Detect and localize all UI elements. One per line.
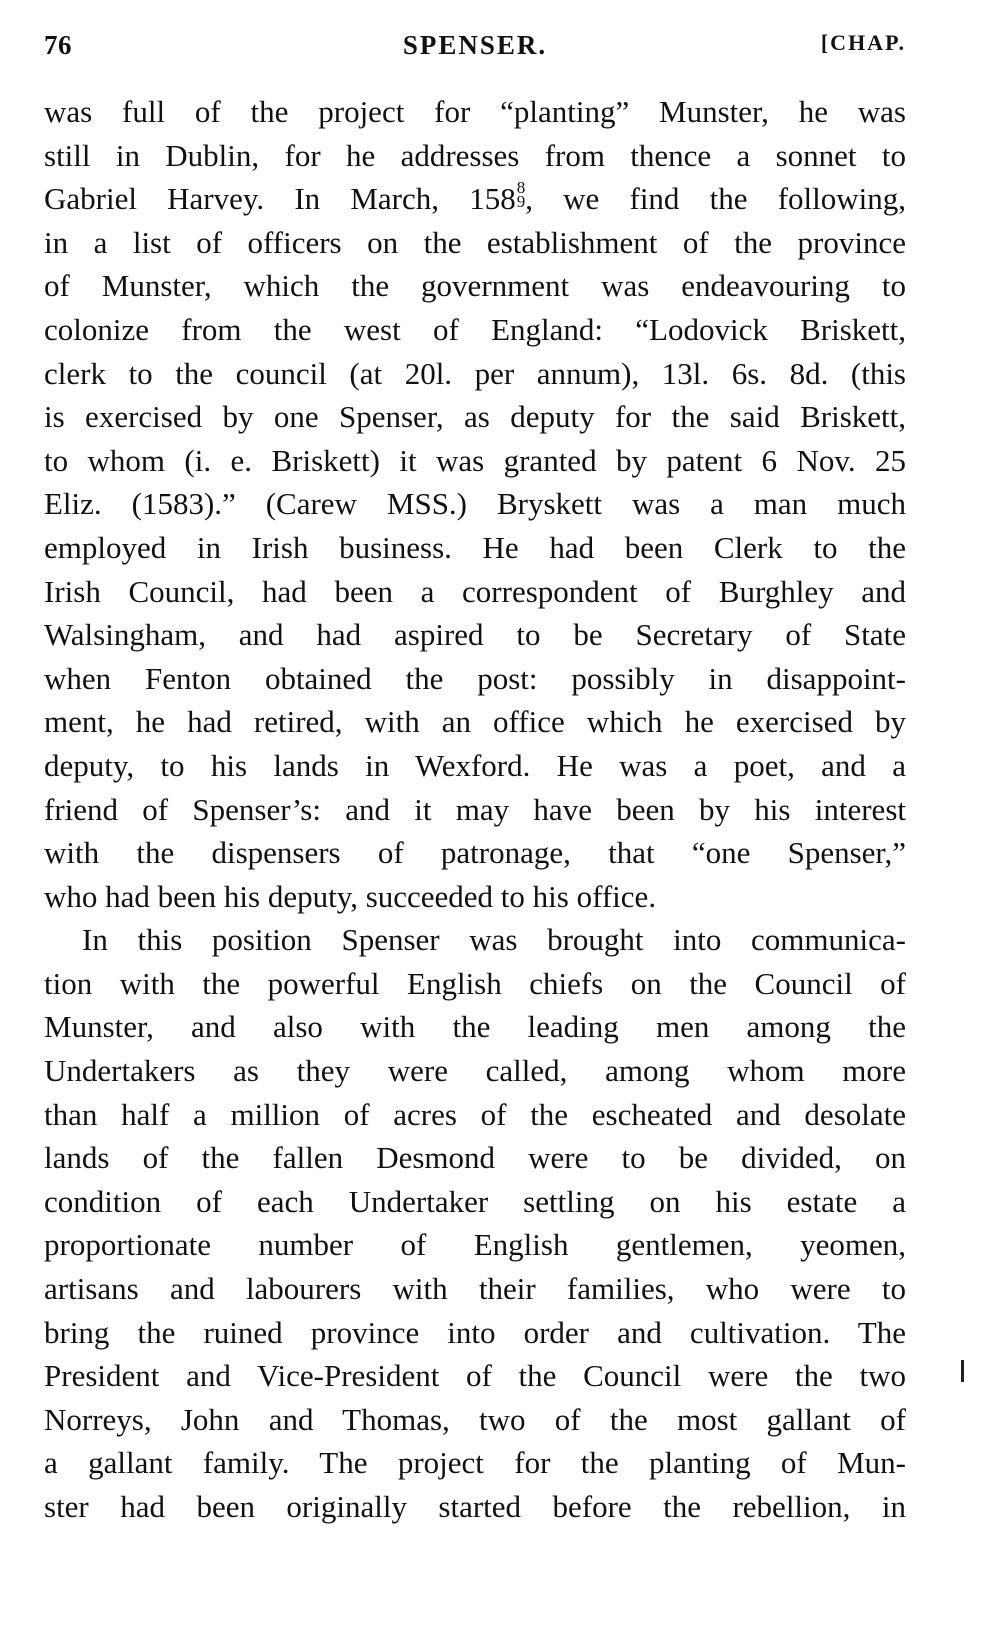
text-line-with-fraction: [44, 177, 906, 221]
text-line: President and Vice-President of the Council were the two: [44, 1358, 906, 1394]
text-line: Norreys, John and Thomas, two of the most gallant of: [44, 1401, 906, 1437]
text-line: when Fenton obtained the post: possibly in disappoint-: [44, 660, 906, 696]
text-line: Munster, and also with the leading men among the: [44, 1009, 906, 1045]
text-line: Eliz. (1583).” (Carew MSS.) Bryskett was a man much: [44, 486, 906, 522]
text-fragment: , we find the following,: [525, 181, 906, 217]
text-line: of Munster, which the government was endeavouring to: [44, 268, 906, 304]
text-line: ster had been originally started before the rebellion, in: [44, 1489, 906, 1524]
text-line: tion with the powerful English chiefs on the Council of: [44, 965, 906, 1001]
text-line: lands of the fallen Desmond were to be divided, on: [44, 1140, 906, 1176]
running-head: [44, 18, 906, 72]
text-line: who had been his deputy, succeeded to his office.: [44, 878, 657, 914]
chapter-mark: [CHAP.: [820, 30, 906, 55]
body-text: [44, 90, 906, 1529]
text-line: Irish Council, had been a correspondent of Burghley and: [44, 573, 906, 609]
text-line: to whom (i. e. Briskett) it was granted by patent 6 Nov. 25: [44, 442, 906, 478]
book-page: [44, 18, 906, 1529]
page-number: 76: [44, 30, 72, 60]
text-line: in a list of officers on the establishment of the province: [44, 224, 906, 260]
text-line: Undertakers as they were called, among whom more: [44, 1053, 906, 1089]
text-line: deputy, to his lands in Wexford. He was a poet, and a: [44, 747, 906, 783]
text-line: was full of the project for “planting” Munster, he was: [44, 94, 906, 129]
margin-mark: [961, 1360, 964, 1382]
fraction-numerator: 8: [516, 178, 526, 198]
text-line: friend of Spenser’s: and it may have been by his interest: [44, 791, 906, 827]
text-line: with the dispensers of patronage, that “one Spenser,”: [44, 835, 906, 871]
text-fragment: Gabriel Harvey. In March, 158: [44, 181, 516, 217]
text-line: employed in Irish business. He had been Clerk to the: [44, 529, 906, 565]
text-line: Walsingham, and had aspired to be Secretary of State: [44, 617, 906, 653]
fraction-denominator: 9: [516, 192, 526, 212]
text-line: clerk to the council (at 20l. per annum), 13l. 6s. 8d. (this: [44, 355, 906, 391]
text-line: a gallant family. The project for the planting of Mun-: [44, 1445, 906, 1481]
running-title: SPENSER.: [402, 30, 548, 60]
text-line: still in Dublin, for he addresses from thence a sonnet to: [44, 137, 906, 173]
text-line: artisans and labourers with their families, who were to: [44, 1271, 906, 1307]
text-line: ment, he had retired, with an office which he exercised by: [44, 704, 906, 740]
text-line: proportionate number of English gentlemen, yeomen,: [44, 1227, 906, 1263]
text-line: In this position Spenser was brought into communica-: [82, 922, 906, 958]
text-line: is exercised by one Spenser, as deputy for the said Briskett,: [44, 399, 906, 435]
text-line: than half a million of acres of the escheated and desolate: [44, 1096, 906, 1132]
text-line: bring the ruined province into order and cultivation. The: [44, 1314, 906, 1350]
text-line: colonize from the west of England: “Lodovick Briskett,: [44, 311, 906, 347]
text-line: condition of each Undertaker settling on his estate a: [44, 1183, 906, 1219]
year-fraction: [516, 178, 526, 212]
